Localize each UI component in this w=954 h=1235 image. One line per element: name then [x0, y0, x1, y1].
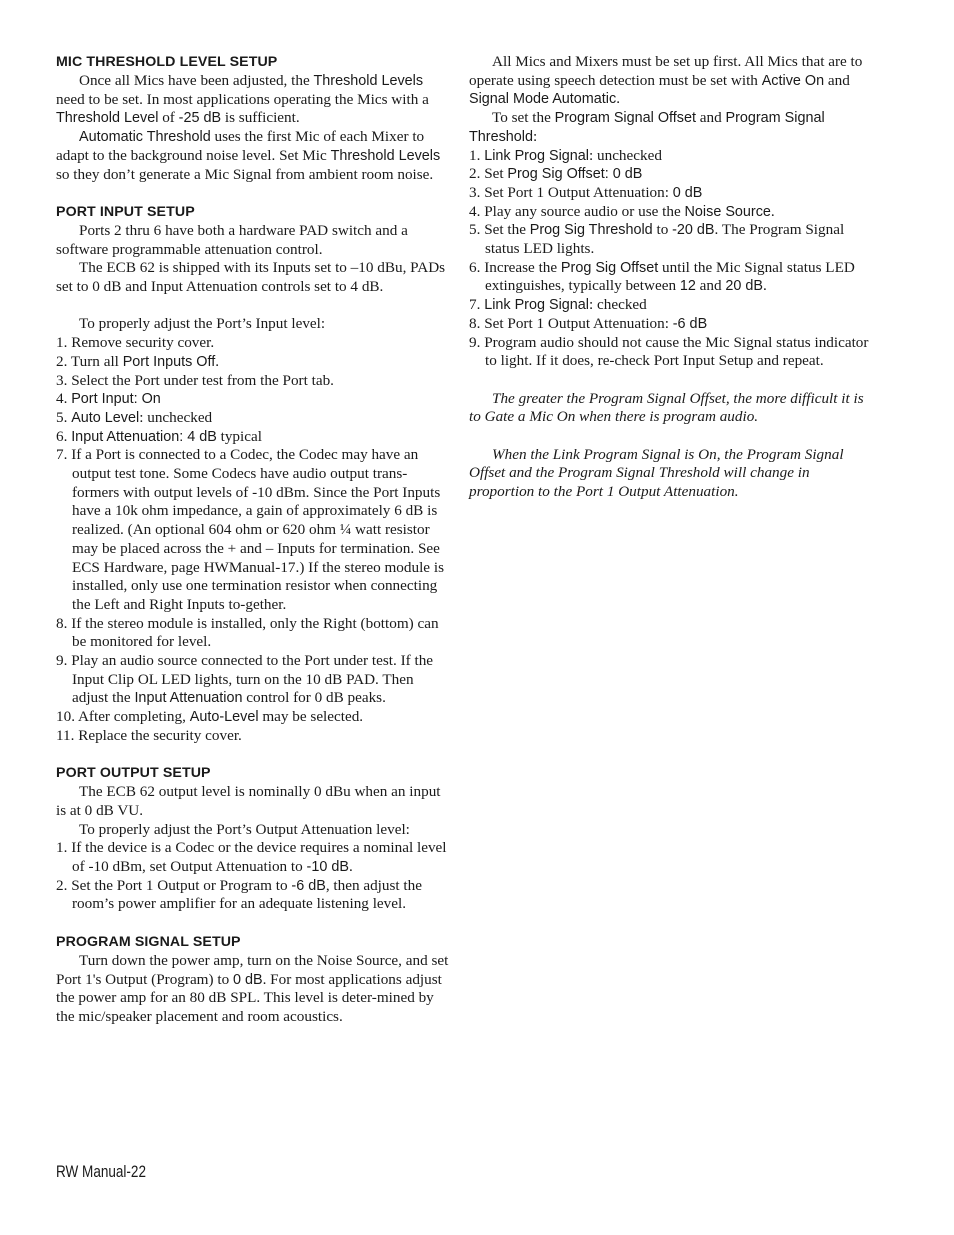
text: until the Mic Signal status LED extinguishes, typically between: [485, 258, 855, 295]
term: 20 dB: [725, 278, 764, 295]
term: Auto Level: [71, 409, 140, 426]
term: -6 dB: [291, 877, 326, 894]
spacer: [469, 427, 869, 446]
term: -25 dB: [178, 110, 222, 127]
text: and: [824, 71, 850, 89]
program-signal-heading: PROGRAM SIGNAL SETUP: [56, 933, 241, 950]
port-output-paragraph-1: The ECB 62 output level is nominally 0 dBu when an input is at 0 dB VU.: [56, 783, 441, 819]
text: so they don’t generate a Mic Signal from ambient room noise.: [56, 165, 434, 183]
text: . For most applications adjust the power amp for an 80 dB SPL. This level is deter-mined by the mic/speaker placement and room acoustics.: [56, 970, 442, 1025]
spacer: [56, 746, 450, 765]
text: to: [652, 221, 673, 239]
program-step-2: [469, 165, 869, 184]
text: may be selected.: [258, 708, 364, 726]
port-input-step-8: 8. If the stereo module is installed, only the Right (bottom) can be monitored for level.: [56, 614, 439, 651]
mic-threshold-heading: MIC THRESHOLD LEVEL SETUP: [56, 54, 278, 70]
text: uses the first Mic of each Mixer to adapt to the background noise level. Set Mic: [56, 128, 425, 164]
term: -6 dB: [672, 315, 708, 332]
text: To set the: [492, 109, 555, 127]
port-input-paragraph-1: Ports 2 thru 6 have both a hardware PAD switch and a software programmable attenuation control.: [56, 221, 408, 258]
text: need to be set. In most applications operating the Mics with a: [56, 90, 429, 108]
term: Signal Mode Automatic: [469, 91, 617, 108]
port-output-heading: PORT OUTPUT SETUP: [56, 765, 211, 782]
term: 0 dB: [672, 184, 703, 201]
port-input-step-3: 3. Select the Port under test from the Port tab.: [56, 371, 334, 389]
term: Prog Sig Offset: 0 dB: [507, 166, 643, 183]
right-column: [469, 53, 869, 502]
text: .: [770, 202, 775, 220]
term: Active On: [761, 72, 825, 89]
port-input-step-1: 1. Remove security cover.: [56, 334, 215, 352]
text: .: [616, 90, 620, 108]
text: typical: [216, 427, 262, 445]
port-input-step-4: [56, 390, 450, 409]
text: 1. If the device is a Codec or the device requires a nominal level of -10 dBm, set Output Attenuation to: [56, 839, 447, 876]
spacer: [56, 914, 450, 933]
text: 4.: [56, 390, 72, 408]
term: -20 dB: [672, 222, 715, 239]
text: All Mics and Mixers must be set up first. All Mics that are to operate using speech detection must be set with: [469, 53, 863, 89]
port-input-step-10: [56, 708, 450, 727]
program-step-5: [469, 221, 869, 258]
text: and: [695, 109, 726, 127]
note-link-program-signal: When the Link Program Signal is On, the Program Signal Offset and the Program Signal Threshold will change in proportion to the Port 1 Output Attenuation.: [469, 445, 844, 501]
port-output-step-1: [56, 839, 450, 876]
term: Port Input: On: [71, 391, 161, 408]
term: Program Signal Threshold: [469, 110, 825, 145]
term: 0 dB: [232, 971, 263, 988]
port-input-paragraph-2: The ECB 62 is shipped with its Inputs set to –10 dBu, PADs set to 0 dB and Input Attenuation controls set to 4 dB.: [56, 259, 446, 296]
text: control for 0 dB peaks.: [242, 689, 386, 707]
program-step-6: [469, 259, 869, 296]
text: 4. Play any source audio or use the: [469, 202, 685, 220]
mic-threshold-paragraph-2: [56, 128, 450, 184]
program-signal-paragraph-1: [56, 952, 450, 1027]
text: : checked: [588, 296, 647, 314]
term: Input Attenuation: [134, 690, 243, 707]
left-column: [56, 53, 450, 1027]
program-setup-intro: [469, 53, 869, 109]
port-input-heading: PORT INPUT SETUP: [56, 203, 195, 220]
term: Prog Sig Offset: [560, 259, 659, 276]
text: 6.: [56, 427, 72, 445]
text: . The Program Signal status LED lights.: [485, 221, 845, 258]
port-input-step-11: 11. Replace the security cover.: [56, 726, 242, 744]
text: :: [533, 127, 538, 145]
spacer: [56, 297, 450, 316]
port-input-paragraph-3: To properly adjust the Port’s Input level:: [79, 315, 326, 333]
port-output-step-2: [56, 877, 450, 914]
text: 1.: [469, 146, 485, 164]
text: 8. Set Port 1 Output Attenuation:: [469, 314, 673, 332]
term: 12: [679, 278, 696, 295]
text: 10. After completing,: [56, 708, 190, 726]
port-input-step-6: [56, 428, 450, 447]
program-setup-lead: [469, 109, 869, 146]
term: Program Signal Offset: [554, 110, 696, 127]
port-input-step-5: [56, 409, 450, 428]
port-input-step-9: [56, 652, 450, 708]
text: 2. Turn all: [56, 352, 123, 370]
text: Turn down the power amp, turn on the Noise Source, and set Port 1's Output (Program) to: [56, 951, 449, 988]
spacer: [56, 184, 450, 203]
text: : unchecked: [588, 146, 662, 164]
text: 5. Set the: [469, 221, 530, 239]
text: 6. Increase the: [469, 258, 561, 276]
port-input-step-7: 7. If a Port is connected to a Codec, the Codec may have an output test tone. Some Codecs have audio output trans-formers with output levels of -10 dBm. Since the Port Inputs have a 10k ohm impedance, a gain of approximately 6 dB is realized. (An optional 604 ohm or 620 ohm ¼ watt resistor may be placed across the + and – Inputs for termination. See ECS Hardware, page HWManual-17.) If the stereo module is installed, only use one termination resistor when connecting the Left and Right Inputs to-gether.: [56, 446, 444, 613]
text: of: [158, 109, 179, 127]
text: 5.: [56, 408, 72, 426]
text: 9. Play an audio source connected to the Port under test. If the Input Clip OL LED lights, turn on the 10 dB PAD. Then adjust the: [56, 652, 434, 707]
term: Link Prog Signal: [484, 147, 589, 164]
program-step-1: [469, 147, 869, 166]
text: 2. Set: [469, 165, 508, 183]
program-step-7: [469, 296, 869, 315]
text: is sufficient.: [221, 109, 300, 127]
term: Input Attenuation: 4 dB: [71, 428, 217, 445]
program-step-9: 9. Program audio should not cause the Mic Signal status indicator to light. If it does, re-check Port Input Setup and repeat.: [469, 333, 869, 370]
term: Auto-Level: [189, 709, 259, 726]
port-input-step-2: [56, 353, 450, 372]
term: Prog Sig Threshold: [529, 222, 653, 239]
note-program-offset: The greater the Program Signal Offset, the more difficult it is to Gate a Mic On when there is program audio.: [469, 389, 864, 426]
text: 3. Set Port 1 Output Attenuation:: [469, 183, 673, 201]
page-footer: RW Manual-22: [56, 1163, 146, 1181]
term: Automatic Threshold: [79, 129, 211, 146]
term: Threshold Level: [56, 110, 159, 127]
text: .: [763, 277, 767, 295]
term: -10 dB: [306, 859, 349, 876]
term: Threshold Levels: [330, 147, 441, 164]
text: and: [695, 277, 726, 295]
text: 7.: [469, 296, 485, 314]
spacer: [469, 371, 869, 390]
program-step-3: [469, 184, 869, 203]
mic-threshold-paragraph-1: [56, 72, 450, 128]
port-output-paragraph-2: To properly adjust the Port’s Output Attenuation level:: [79, 820, 410, 838]
text: Once all Mics have been adjusted, the: [79, 72, 314, 89]
term: Link Prog Signal: [484, 297, 589, 314]
term: Threshold Levels: [313, 73, 424, 89]
text: , then adjust the room’s power amplifier for an adequate listening level.: [72, 876, 422, 913]
text: 2. Set the Port 1 Output or Program to: [56, 876, 292, 894]
text: : unchecked: [139, 408, 213, 426]
term: Noise Source: [684, 203, 771, 220]
term: Port Inputs Off: [122, 353, 216, 370]
program-step-8: [469, 315, 869, 334]
program-step-4: [469, 203, 869, 222]
text: .: [348, 858, 353, 876]
text: .: [215, 352, 220, 370]
